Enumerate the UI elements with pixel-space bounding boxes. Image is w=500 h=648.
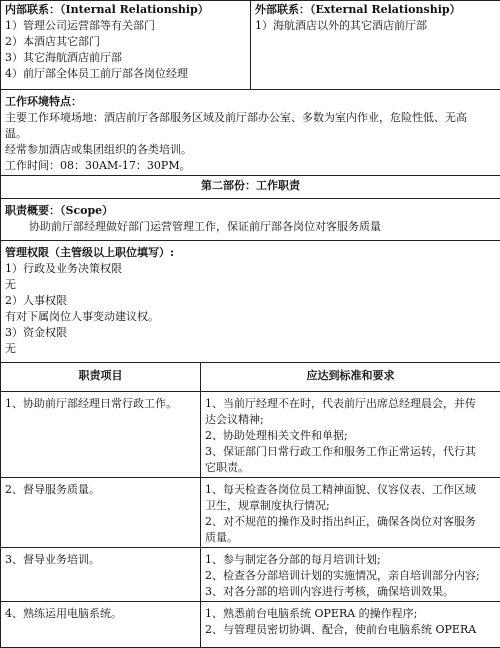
environment-line: 工作时间：08：30AM-17：30PM。	[5, 158, 496, 174]
duty-standard-line: 达会议精神;	[205, 412, 496, 428]
duty-standard	[201, 478, 500, 548]
scope-title: 职责概要：（Scope）	[5, 203, 496, 219]
environment-row	[1, 90, 500, 176]
relationship-row	[1, 1, 500, 90]
duty-item: 1、协助前厅部经理日常行政工作。	[1, 392, 201, 478]
authority-row	[1, 241, 500, 363]
duty-standard-line: 2、对不规范的操作及时指出纠正，确保各岗位对客服务	[205, 514, 496, 530]
duty-standard-line: 质量。	[205, 530, 496, 546]
duties-header-standard: 应达到标准和要求	[201, 363, 500, 392]
duty-standard-line: 它职责。	[205, 460, 496, 476]
environment-line: 温。	[5, 126, 496, 142]
internal-item: 3）其它海航酒店前厅部	[5, 50, 246, 66]
duty-standard	[201, 548, 500, 602]
part2-heading-row	[1, 176, 500, 199]
authority-line: 无	[5, 341, 496, 357]
duty-item: 2、督导服务质量。	[1, 478, 201, 548]
duty-row	[1, 392, 500, 478]
duty-row	[1, 548, 500, 602]
internal-relationship-title: 内部联系：（Internal Relationship）	[5, 2, 246, 18]
authority-line: 3）资金权限	[5, 325, 496, 341]
authority-line: 有对下属岗位人事变动建议权。	[5, 309, 496, 325]
authority-title: 管理权限（主管级以上职位填写）:	[5, 245, 496, 261]
environment-title: 工作环境特点：	[5, 94, 496, 110]
external-relationship-cell	[251, 1, 500, 90]
internal-item: 4）前厅部全体员工前厅部各岗位经理	[5, 66, 246, 82]
duty-standard-line: 1、熟悉前台电脑系统 OPERA 的操作程序;	[205, 606, 496, 622]
environment-line: 主要工作环境场地：酒店前厅各部服务区域及前厅部办公室、多数为室内作业，危险性低、无高	[5, 110, 496, 126]
internal-relationship-cell	[1, 1, 251, 90]
duty-standard	[201, 602, 500, 648]
duty-standard-line: 3、对各分部的培训内容进行考核，确保培训效果。	[205, 584, 496, 600]
scope-row	[1, 199, 500, 241]
duty-item: 4、熟练运用电脑系统。	[1, 602, 201, 648]
duty-standard-line: 2、协助处理相关文件和单据;	[205, 428, 496, 444]
duties-header-row	[1, 363, 500, 392]
authority-line: 无	[5, 277, 496, 293]
duty-standard-line: 1、参与制定各分部的每月培训计划;	[205, 552, 496, 568]
duty-item: 3、督导业务培训。	[1, 548, 201, 602]
authority-line: 1）行政及业务决策权限	[5, 261, 496, 277]
scope-text: 协助前厅部经理做好部门运营管理工作，保证前厅部各岗位对客服务质量	[5, 219, 496, 235]
duty-row	[1, 602, 500, 648]
scope-cell	[1, 199, 500, 241]
part2-heading: 第二部份：工作职责	[1, 176, 500, 199]
duty-standard	[201, 392, 500, 478]
internal-item: 2）本酒店其它部门	[5, 34, 246, 50]
environment-line: 经常参加酒店或集团组织的各类培训。	[5, 142, 496, 158]
internal-item: 1）管理公司运营部等有关部门	[5, 18, 246, 34]
duties-header-item: 职责项目	[1, 363, 201, 392]
duty-row	[1, 478, 500, 548]
environment-cell	[1, 90, 500, 176]
duty-standard-line: 3、保证部门日常行政工作和服务工作正常运转，代行其	[205, 444, 496, 460]
duty-standard-line: 2、检查各分部培训计划的实施情况，亲自培训部分内容;	[205, 568, 496, 584]
duty-standard-line: 1、当前厅经理不在时，代表前厅出席总经理晨会，并传	[205, 396, 496, 412]
external-relationship-title: 外部联系：（External Relationship）	[255, 2, 496, 18]
authority-line: 2）人事权限	[5, 293, 496, 309]
authority-cell	[1, 241, 500, 363]
duty-standard-line: 卫生，规章制度执行情况;	[205, 498, 496, 514]
duty-standard-line: 1、每天检查各岗位员工精神面貌、仪容仪表、工作区域	[205, 482, 496, 498]
external-item: 1）海航酒店以外的其它酒店前厅部	[255, 18, 496, 34]
duty-standard-line: 2、与管理员密切协调、配合，使前台电脑系统 OPERA	[205, 622, 496, 638]
